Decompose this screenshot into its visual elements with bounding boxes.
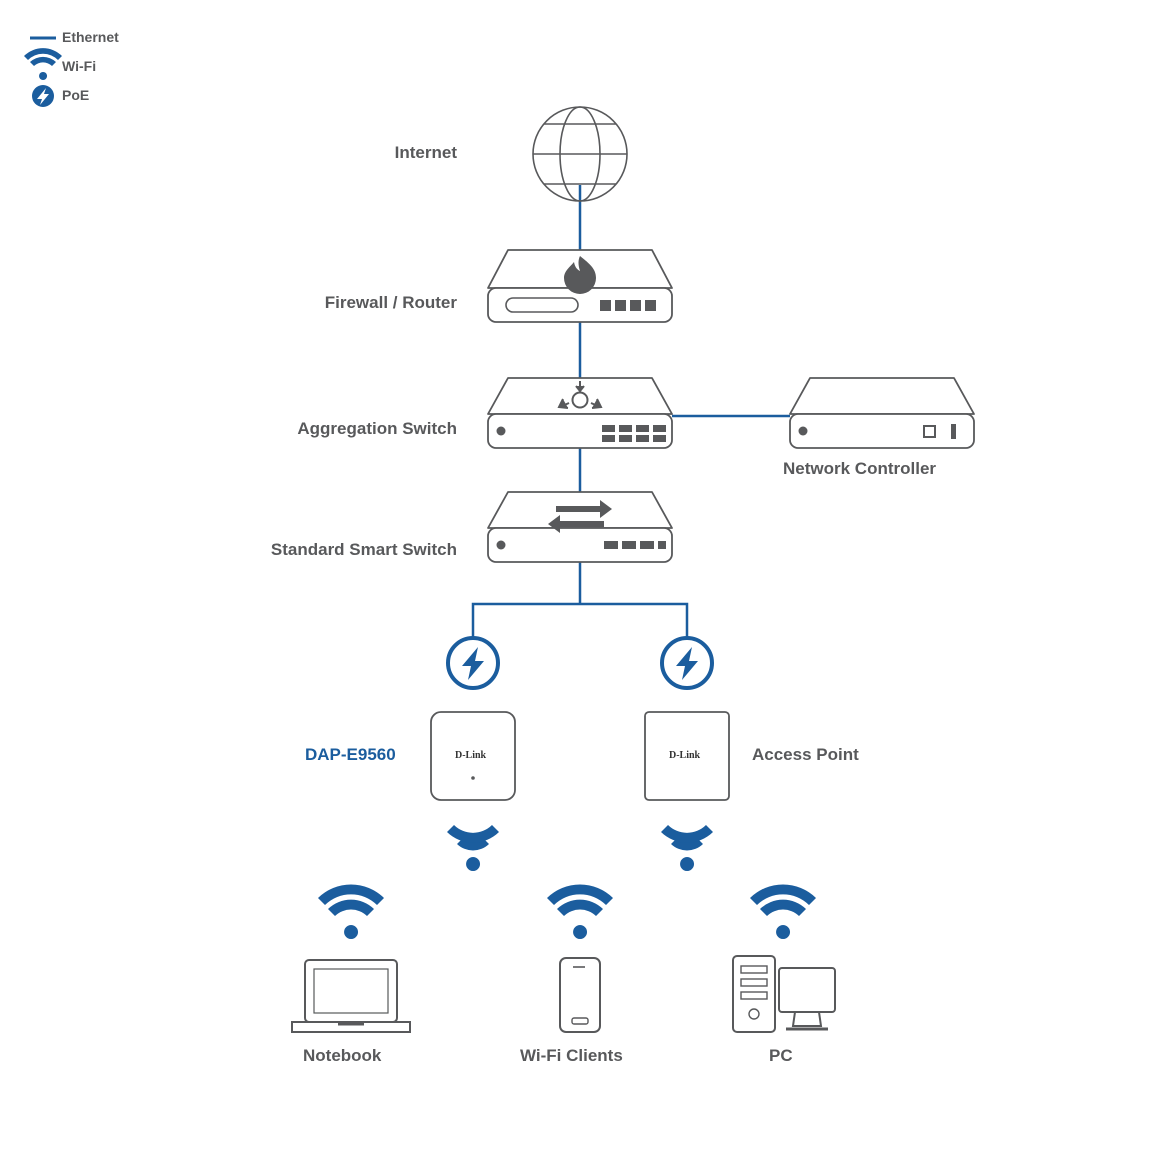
wifi-wave-left	[447, 825, 499, 871]
node-label-wifi-clients: Wi-Fi Clients	[520, 1046, 623, 1065]
wifi-icon-notebook	[318, 884, 384, 939]
link-bus-to-aps	[473, 604, 687, 662]
legend-label-poe: PoE	[62, 87, 90, 103]
brand-label-access-point: D-Link	[669, 750, 701, 761]
laptop-icon	[292, 960, 410, 1032]
wifi-icon-pc	[750, 884, 816, 939]
node-label-network-controller: Network Controller	[783, 459, 937, 478]
node-label-aggregation-switch: Aggregation Switch	[297, 419, 457, 438]
node-label-pc: PC	[769, 1046, 793, 1065]
node-label-access-point: Access Point	[752, 745, 859, 764]
node-label-standard-smart-switch: Standard Smart Switch	[270, 540, 457, 559]
network-controller-icon	[790, 378, 974, 448]
legend-label-ethernet: Ethernet	[62, 29, 119, 45]
firewall-router-icon	[488, 250, 672, 322]
standard-smart-switch-icon	[488, 492, 672, 562]
poe-badge-left	[448, 638, 498, 688]
node-label-firewall-router: Firewall / Router	[324, 293, 457, 312]
node-label-notebook: Notebook	[303, 1046, 382, 1065]
node-label-internet: Internet	[394, 143, 457, 162]
aggregation-switch-icon	[488, 378, 672, 448]
legend-label-wifi: Wi-Fi	[62, 58, 97, 74]
desktop-pc-icon	[733, 956, 835, 1032]
legend-poe-icon	[32, 85, 54, 107]
node-label-dap-e9560: DAP-E9560	[305, 745, 396, 764]
smartphone-icon	[560, 958, 600, 1032]
poe-badge-right	[662, 638, 712, 688]
brand-label-dap-e9560: D-Link	[455, 750, 487, 761]
wifi-wave-right	[661, 825, 713, 871]
legend-wifi-icon	[24, 48, 62, 80]
wifi-icon-clients	[547, 884, 613, 939]
